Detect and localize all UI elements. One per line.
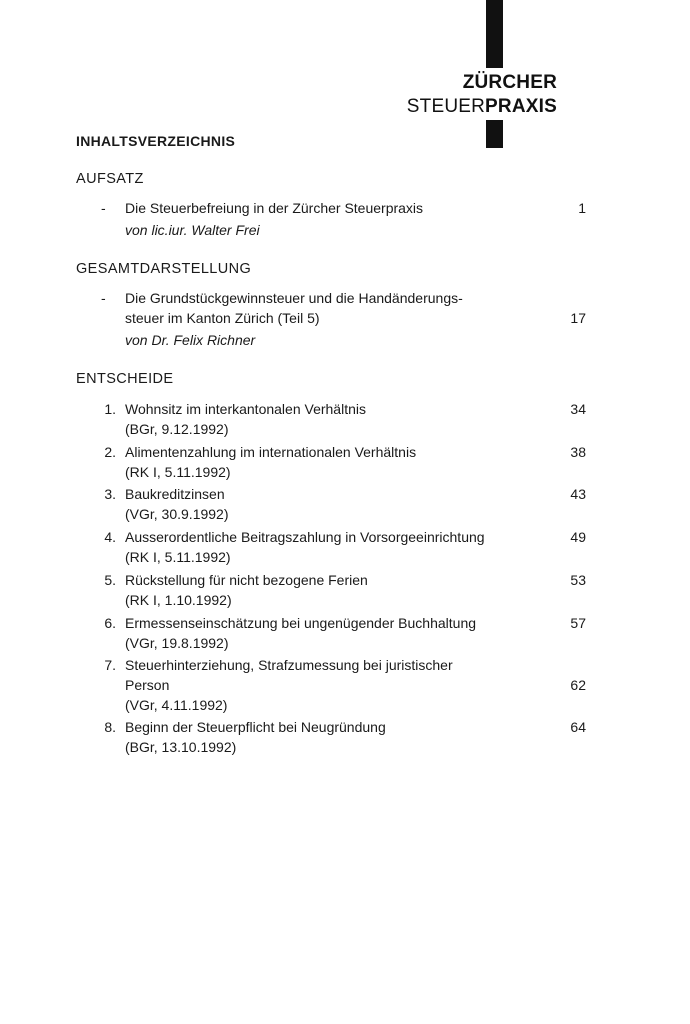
logo-steuerpraxis	[407, 96, 557, 118]
entry-title: Rückstellung für nicht bezogene Ferien	[125, 572, 368, 588]
toc-title: INHALTSVERZEICHNIS	[76, 133, 236, 149]
entry-title: Ausserordentliche Beitragszahlung in Vorsorgeeinrichtung	[125, 529, 485, 545]
entry-reference: (RK I, 5.11.1992)	[125, 549, 231, 565]
logo-steuer: STEUER	[406, 96, 486, 117]
entry-reference: (VGr, 30.9.1992)	[125, 506, 229, 522]
entry-title-line2: Person	[125, 677, 170, 693]
section-heading-entscheide: ENTSCHEIDE	[76, 371, 174, 387]
entry-page: 64	[570, 719, 586, 735]
entry-marker: -	[101, 200, 106, 216]
entry-page: 38	[570, 444, 586, 460]
entry-reference: (VGr, 19.8.1992)	[125, 635, 229, 651]
entry-number: 5.	[104, 572, 116, 588]
entry-page: 62	[570, 677, 586, 693]
entry-number: 7.	[104, 657, 116, 673]
entry-reference: (BGr, 13.10.1992)	[125, 739, 237, 755]
entry-number: 8.	[104, 719, 116, 735]
entry-page: 34	[570, 401, 586, 417]
entry-title: Beginn der Steuerpflicht bei Neugründung	[125, 719, 386, 735]
entry-page: 49	[570, 529, 586, 545]
entry-reference: (RK I, 5.11.1992)	[125, 464, 231, 480]
entry-author: von Dr. Felix Richner	[125, 332, 256, 348]
entry-title: Die Steuerbefreiung in der Zürcher Steuerpraxis	[125, 200, 424, 216]
entry-marker: -	[101, 290, 106, 306]
entry-title: Wohnsitz im interkantonalen Verhältnis	[125, 401, 366, 417]
logo-bar-bottom	[486, 120, 503, 148]
entry-page: 53	[570, 572, 586, 588]
entry-number: 2.	[104, 444, 116, 460]
entry-reference: (VGr, 4.11.1992)	[125, 697, 228, 713]
entry-page: 43	[570, 486, 586, 502]
logo-praxis: PRAXIS	[485, 96, 557, 117]
entry-number: 6.	[104, 615, 116, 631]
entry-reference: (BGr, 9.12.1992)	[125, 421, 229, 437]
entry-number: 4.	[104, 529, 116, 545]
entry-number: 1.	[104, 401, 116, 417]
entry-title: Baukreditzinsen	[125, 486, 225, 502]
entry-page: 17	[570, 310, 586, 326]
entry-title: Alimentenzahlung im internationalen Verhältnis	[125, 444, 417, 460]
entry-author: von lic.iur. Walter Frei	[125, 222, 260, 238]
section-heading-aufsatz: AUFSATZ	[76, 171, 144, 187]
logo-bar-top	[486, 0, 503, 68]
toc-entry-gesamtdarstellung	[76, 288, 586, 354]
entry-title-line2: steuer im Kanton Zürich (Teil 5)	[125, 310, 320, 326]
entry-title-line1: Die Grundstückgewinnsteuer und die Handänderungs-	[125, 290, 463, 306]
entry-title-line1: Steuerhinterziehung, Strafzumessung bei juristischer	[125, 657, 453, 673]
section-heading-gesamtdarstellung: GESAMTDARSTELLUNG	[76, 261, 252, 277]
toc-entry-aufsatz	[76, 198, 586, 242]
entry-page: 57	[570, 615, 586, 631]
entry-number: 3.	[104, 486, 116, 502]
entry-page: 1	[578, 200, 586, 216]
entry-title: Ermessenseinschätzung bei ungenügender Buchhaltung	[125, 615, 477, 631]
entry-reference: (RK I, 1.10.1992)	[125, 592, 232, 608]
logo-zuercher: ZÜRCHER	[462, 72, 557, 93]
